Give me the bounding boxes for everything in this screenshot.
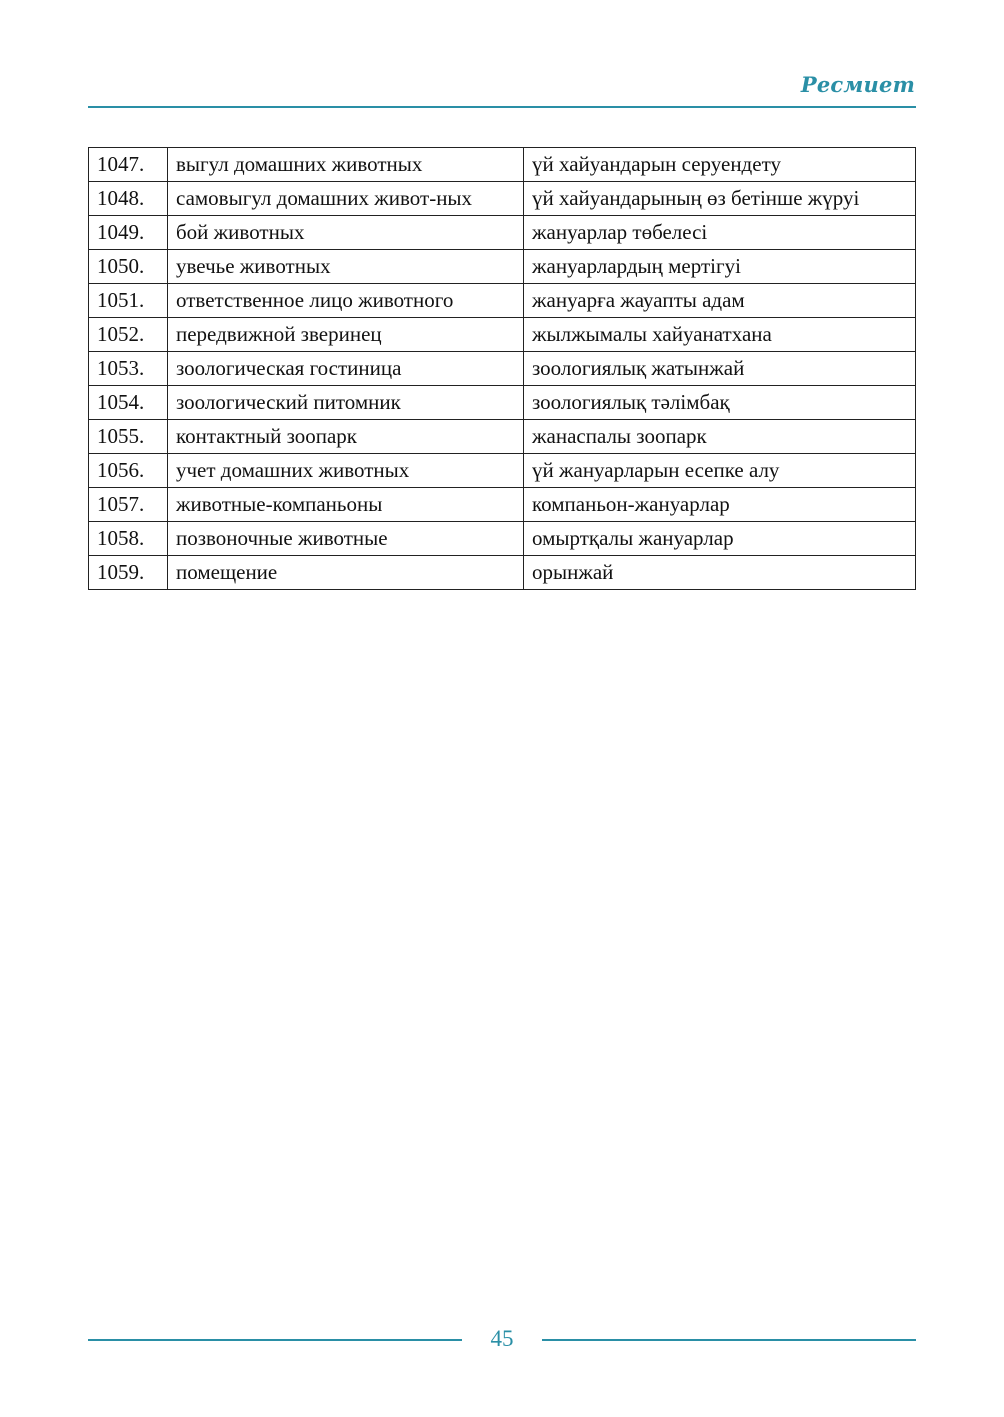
- running-title: Ресмиет: [800, 72, 915, 97]
- term-number: 1053.: [89, 352, 168, 386]
- term-russian: контактный зоопарк: [168, 420, 524, 454]
- table-row: [89, 556, 916, 590]
- term-kazakh: үй жануарларын есепке алу: [524, 454, 916, 488]
- term-kazakh: үй хайуандарының өз бетінше жүруі: [524, 182, 916, 216]
- term-kazakh: жануарлар төбелесі: [524, 216, 916, 250]
- term-kazakh: компаньон-жануарлар: [524, 488, 916, 522]
- table-row: [89, 216, 916, 250]
- term-kazakh: зоологиялық тәлімбақ: [524, 386, 916, 420]
- term-kazakh: омыртқалы жануарлар: [524, 522, 916, 556]
- term-number: 1051.: [89, 284, 168, 318]
- term-kazakh: жылжымалы хайуанатхана: [524, 318, 916, 352]
- term-number: 1059.: [89, 556, 168, 590]
- term-russian: выгул домашних животных: [168, 148, 524, 182]
- glossary-table: [88, 147, 916, 590]
- table-row: [89, 182, 916, 216]
- term-number: 1054.: [89, 386, 168, 420]
- term-number: 1056.: [89, 454, 168, 488]
- term-number: 1057.: [89, 488, 168, 522]
- table-row: [89, 386, 916, 420]
- term-russian: позвоночные животные: [168, 522, 524, 556]
- term-russian: ответственное лицо животного: [168, 284, 524, 318]
- footer-rule-left: [88, 1339, 462, 1341]
- header-rule: [88, 106, 916, 108]
- footer-rule-right: [542, 1339, 916, 1341]
- table-row: [89, 148, 916, 182]
- term-kazakh: жануарлардың мертігуі: [524, 250, 916, 284]
- term-kazakh: жанаспалы зоопарк: [524, 420, 916, 454]
- term-number: 1047.: [89, 148, 168, 182]
- table-row: [89, 250, 916, 284]
- page-number: 45: [490, 1326, 514, 1351]
- term-kazakh: орынжай: [524, 556, 916, 590]
- table-row: [89, 318, 916, 352]
- term-russian: передвижной зверинец: [168, 318, 524, 352]
- term-russian: увечье животных: [168, 250, 524, 284]
- term-number: 1058.: [89, 522, 168, 556]
- table-row: [89, 522, 916, 556]
- term-russian: самовыгул домашних живот-ных: [168, 182, 524, 216]
- table-row: [89, 488, 916, 522]
- term-russian: помещение: [168, 556, 524, 590]
- term-kazakh: үй хайуандарын серуендету: [524, 148, 916, 182]
- term-number: 1055.: [89, 420, 168, 454]
- term-russian: зоологический питомник: [168, 386, 524, 420]
- term-number: 1048.: [89, 182, 168, 216]
- term-kazakh: зоологиялық жатынжай: [524, 352, 916, 386]
- term-russian: учет домашних животных: [168, 454, 524, 488]
- term-russian: животные-компаньоны: [168, 488, 524, 522]
- term-number: 1050.: [89, 250, 168, 284]
- table-row: [89, 420, 916, 454]
- table-row: [89, 352, 916, 386]
- term-russian: зоологическая гостиница: [168, 352, 524, 386]
- term-kazakh: жануарға жауапты адам: [524, 284, 916, 318]
- table-row: [89, 284, 916, 318]
- term-number: 1052.: [89, 318, 168, 352]
- term-russian: бой животных: [168, 216, 524, 250]
- term-number: 1049.: [89, 216, 168, 250]
- table-row: [89, 454, 916, 488]
